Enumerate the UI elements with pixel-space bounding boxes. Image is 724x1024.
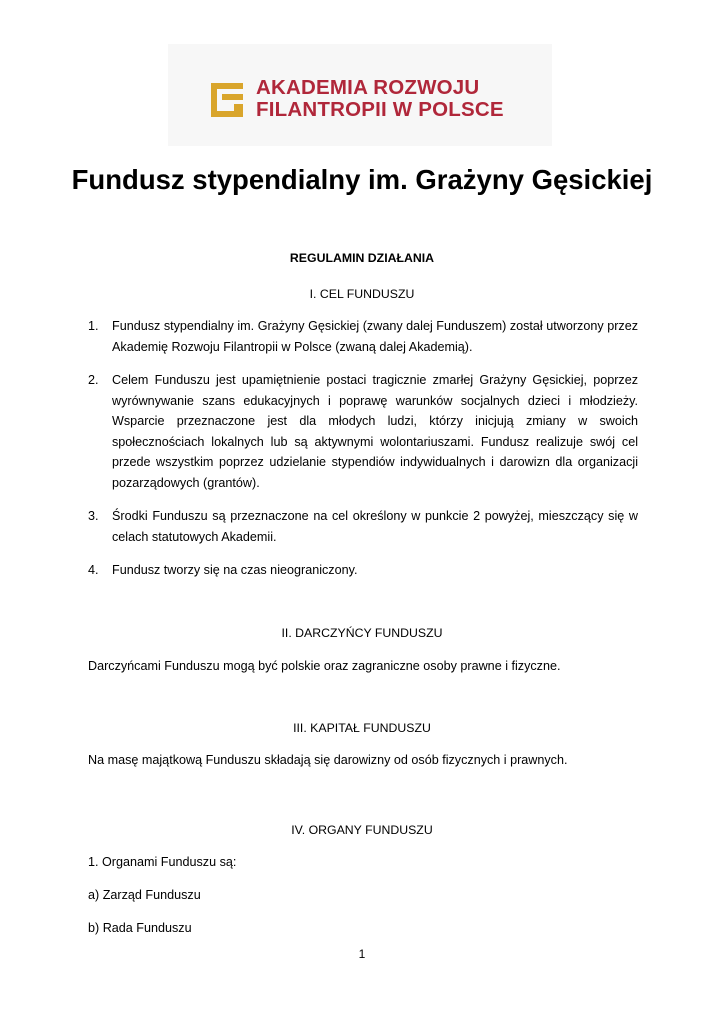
list-item-number: 3. [88, 509, 99, 523]
section-2-heading: II. DARCZYŃCY FUNDUSZU [281, 626, 443, 640]
list-item-number: 2. [88, 373, 99, 387]
logo-line-1: AKADEMIA ROZWOJU [256, 76, 480, 99]
list-item-text: Środki Funduszu są przeznaczone na cel określony w punkcie 2 powyżej, mieszczący się w celach statutowych Akademii. [112, 509, 638, 544]
section-4-line-3: b) Rada Funduszu [88, 921, 192, 935]
list-item-number: 4. [88, 563, 99, 577]
section-4-line-2: a) Zarząd Funduszu [88, 888, 201, 902]
document-title: Fundusz stypendialny im. Grażyny Gęsickiej [71, 164, 653, 195]
section-1-heading: I. CEL FUNDUSZU [309, 287, 415, 301]
logo-line-2: FILANTROPII W POLSCE [256, 98, 504, 121]
list-item-text: Fundusz stypendialny im. Grażyny Gęsickiej (zwany dalej Funduszem) został utworzony przez Akademię Rozwoju Filantropii w Polsce (zwaną dalej Akademią). [112, 319, 638, 354]
regulation-heading: REGULAMIN DZIAŁANIA [289, 251, 435, 265]
logo-wordmark [256, 77, 504, 121]
list-item [88, 370, 638, 493]
list-item-text: Fundusz tworzy się na czas nieograniczony. [112, 563, 358, 577]
list-item [88, 506, 638, 547]
section-3-text: Na masę majątkową Funduszu składają się darowizny od osób fizycznych i prawnych. [88, 753, 568, 767]
section-4-line-1: 1. Organami Funduszu są: [88, 855, 237, 869]
section-2-text: Darczyńcami Funduszu mogą być polskie oraz zagraniczne osoby prawne i fizyczne. [88, 659, 561, 673]
akademia-logo-icon [208, 80, 246, 120]
section-3-heading: III. KAPITAŁ FUNDUSZU [293, 721, 431, 735]
list-item [88, 560, 638, 581]
list-item-number: 1. [88, 319, 99, 333]
section-1-list [88, 316, 638, 581]
page-number: 1 [358, 947, 366, 961]
section-4-heading: IV. ORGANY FUNDUSZU [291, 823, 433, 837]
list-item [88, 316, 638, 357]
list-item-text: Celem Funduszu jest upamiętnienie postaci tragicznie zmarłej Grażyny Gęsickiej, poprzez wyrównywanie szans edukacyjnych i poprawę warunków socjalnych dzieci i młodzieży. Wsparcie przeznaczone jest dla młodych ludzi, którzy inicjują zmiany w swoich społecznościach lokalnych lub są aktywnymi wolontariuszami. Fundusz realizuje swój cel przede wszystkim poprzez udzielanie stypendiów indywidualnych i darowizn dla organizacji pozarządowych (grantów). [112, 373, 638, 490]
